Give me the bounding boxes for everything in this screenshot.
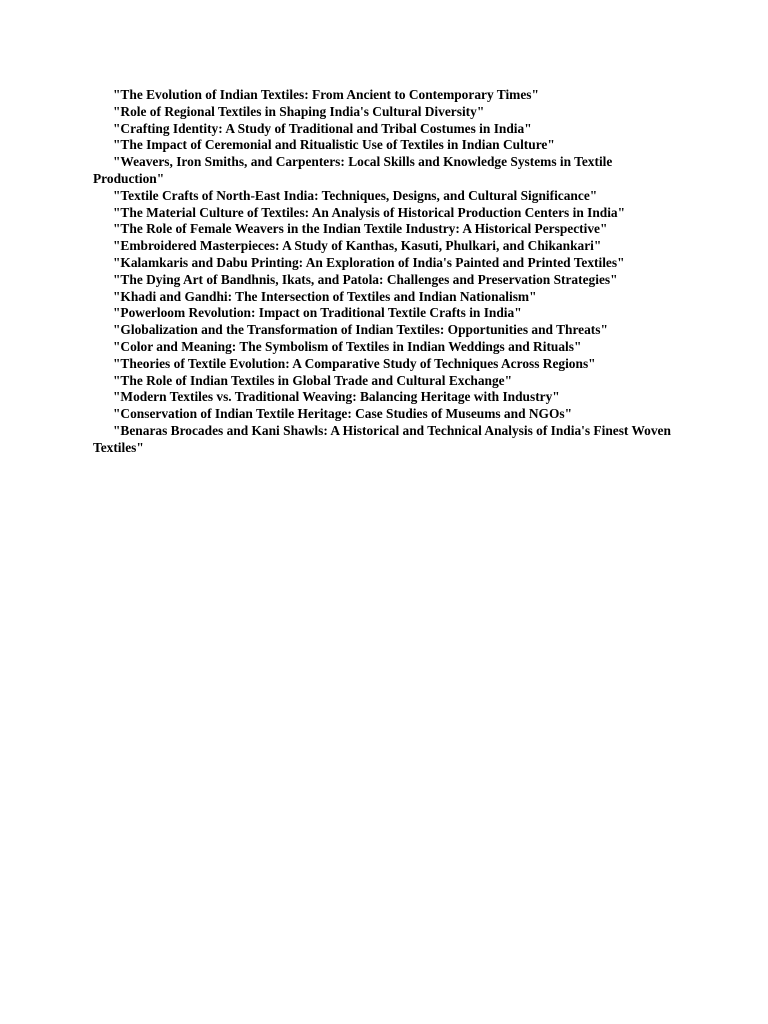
title-entry: "The Dying Art of Bandhnis, Ikats, and Patola: Challenges and Preservation Strategies" [113,271,618,287]
title-entry: "Kalamkaris and Dabu Printing: An Exploration of India's Painted and Printed Textiles" [113,254,625,270]
title-entry: "The Material Culture of Textiles: An Analysis of Historical Production Centers in India" [113,204,626,220]
title-entry: "Theories of Textile Evolution: A Comparative Study of Techniques Across Regions" [113,355,596,371]
title-entry: "Crafting Identity: A Study of Traditional and Tribal Costumes in India" [113,120,532,136]
title-entry: "The Role of Female Weavers in the Indian Textile Industry: A Historical Perspective" [113,221,608,237]
title-entry: "The Impact of Ceremonial and Ritualistic Use of Textiles in Indian Culture" [113,137,555,153]
title-entry: "Benaras Brocades and Kani Shawls: A Historical and Technical Analysis of India's Finest Woven Textiles" [93,422,671,455]
title-entry: "Conservation of Indian Textile Heritage: Case Studies of Museums and NGOs" [113,406,573,422]
title-entry: "Textile Crafts of North-East India: Techniques, Designs, and Cultural Significance" [113,187,598,203]
title-entry: "Weavers, Iron Smiths, and Carpenters: Local Skills and Knowledge Systems in Textile Production" [93,154,613,186]
title-entry: "The Evolution of Indian Textiles: From Ancient to Contemporary Times" [113,87,539,102]
title-entry: "Embroidered Masterpieces: A Study of Kanthas, Kasuti, Phulkari, and Chikankari" [113,238,602,254]
title-entry: "Role of Regional Textiles in Shaping India's Cultural Diversity" [113,103,485,119]
title-entry: "Color and Meaning: The Symbolism of Textiles in Indian Weddings and Rituals" [113,338,582,354]
title-entry: "Modern Textiles vs. Traditional Weaving: Balancing Heritage with Industry" [113,389,560,405]
document-page [93,87,675,457]
title-entry: "Khadi and Gandhi: The Intersection of Textiles and Indian Nationalism" [113,288,537,304]
title-entry: "The Role of Indian Textiles in Global Trade and Cultural Exchange" [113,372,513,388]
title-entry: "Globalization and the Transformation of Indian Textiles: Opportunities and Threats" [113,322,608,338]
title-entry: "Powerloom Revolution: Impact on Traditional Textile Crafts in India" [113,305,522,321]
